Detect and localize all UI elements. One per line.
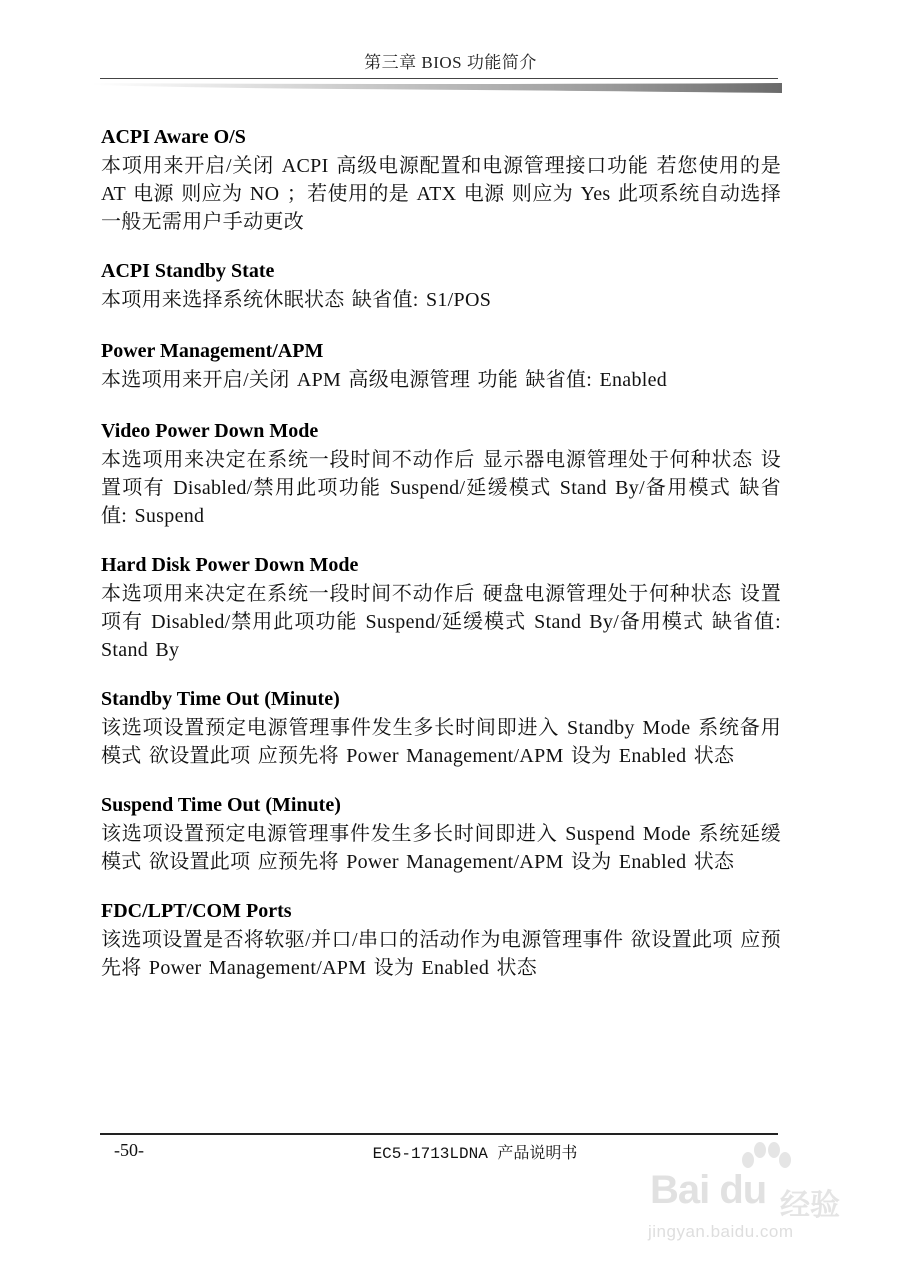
watermark-url: jingyan.baidu.com [648,1222,794,1241]
section-body: 该选项设置预定电源管理事件发生多长时间即进入 Suspend Mode 系统延缓模式 欲设置此项 应预先将 Power Management/APM 设为 Enabled 状态 [101,823,781,873]
watermark-logo-cn: 经验 [780,1188,840,1223]
section-title: Standby Time Out (Minute) [101,688,340,710]
section-title: ACPI Standby State [101,260,275,282]
section-standby-time-out [101,684,781,770]
baidu-jingyan-watermark [640,1140,855,1250]
section-body: 该选项设置是否将软驱/并口/串口的活动作为电源管理事件 欲设置此项 应预先将 Power Management/APM 设为 Enabled 状态 [101,929,781,979]
chapter-title: 第三章 BIOS 功能简介 [364,53,537,72]
section-body: 本选项用来开启/关闭 APM 高级电源管理 功能 缺省值: Enabled [101,369,668,391]
section-fdc-lpt-com-ports [101,896,781,982]
watermark-logo: Bai du [650,1168,767,1212]
header-rule [100,78,778,79]
section-title: Hard Disk Power Down Mode [101,554,359,576]
section-hard-disk-power-down-mode [101,550,781,664]
section-acpi-aware-os [101,122,781,236]
section-title: Power Management/APM [101,340,324,362]
section-title: ACPI Aware O/S [101,126,246,148]
section-video-power-down-mode [101,416,781,530]
header-swoosh-decoration [92,81,792,99]
main-content [101,122,781,982]
section-title: Suspend Time Out (Minute) [101,794,341,816]
section-body: 本选项用来决定在系统一段时间不动作后 显示器电源管理处于何种状态 设置项有 Disabled/禁用此项功能 Suspend/延缓模式 Stand By/备用模式 缺省值: Suspend [101,449,781,527]
document-title: EC5-1713LDNA 产品说明书 [372,1145,578,1163]
section-body: 本项用来开启/关闭 ACPI 高级电源配置和电源管理接口功能 若您使用的是 AT 电源 则应为 NO ；若使用的是 ATX 电源 则应为 Yes 此项系统自动选择 一般无需用户手动更改 [101,155,781,233]
section-acpi-standby-state [101,256,781,314]
section-body: 该选项设置预定电源管理事件发生多长时间即进入 Standby Mode 系统备用模式 欲设置此项 应预先将 Power Management/APM 设为 Enabled 状态 [101,717,781,767]
section-power-management-apm [101,336,781,394]
section-suspend-time-out [101,790,781,876]
page-header [0,0,901,100]
footer-rule [100,1133,778,1135]
section-title: FDC/LPT/COM Ports [101,900,292,922]
page-number: -50- [114,1140,144,1160]
section-body: 本项用来选择系统休眠状态 缺省值: S1/POS [101,289,492,311]
section-body: 本选项用来决定在系统一段时间不动作后 硬盘电源管理处于何种状态 设置项有 Disabled/禁用此项功能 Suspend/延缓模式 Stand By/备用模式 缺省值: Stand By [101,583,781,661]
section-title: Video Power Down Mode [101,420,319,442]
